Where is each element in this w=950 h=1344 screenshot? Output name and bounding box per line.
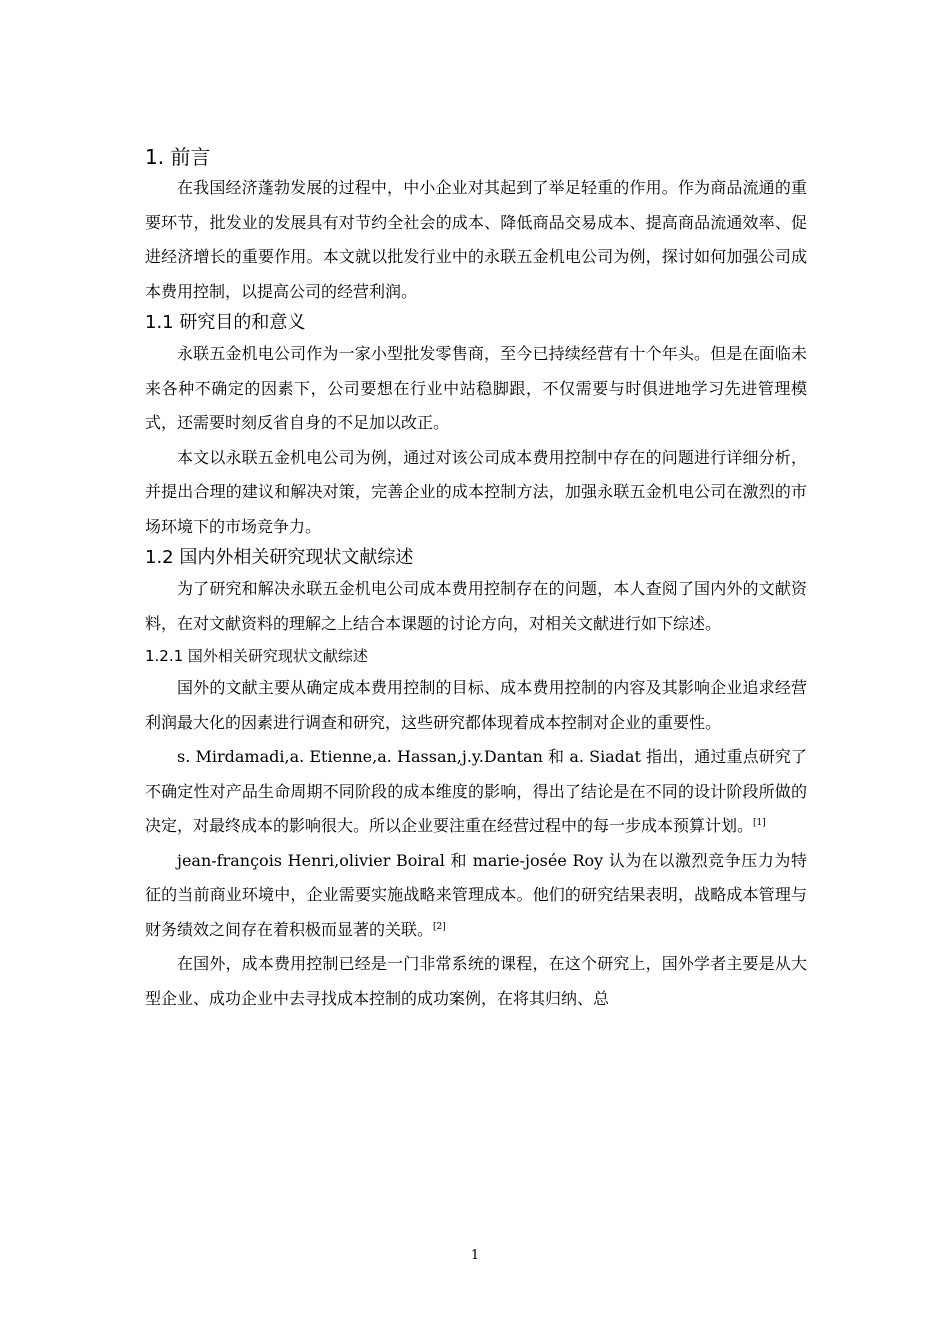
paragraph-foreign-review-d: 在国外，成本费用控制已经是一门非常系统的课程，在这个研究上，国外学者主要是从大型企业、成功企业中去寻找成本控制的成功案例，在将其归纳、总 <box>145 954 807 1008</box>
paragraph-research-purpose-b: 本文以永联五金机电公司为例，通过对该公司成本费用控制中存在的问题进行详细分析，并提出合理的建议和解决对策，完善企业的成本控制方法，加强永联五金机电公司在激烈的市场环境下的市场竞争力。 <box>145 447 807 536</box>
heading-foreign-review: 1.2.1 国外相关研究现状文献综述 <box>145 647 368 665</box>
paragraph-foreign-review-c <box>145 844 807 948</box>
paragraph-foreign-review-a: 国外的文献主要从确定成本费用控制的目标、成本费用控制的内容及其影响企业追求经营利润最大化的因素进行调查和研究，这些研究都体现着成本控制对企业的重要性。 <box>145 678 807 732</box>
document-body <box>145 143 807 1016</box>
heading-preface: 1. 前言 <box>145 145 211 169</box>
paragraph-foreign-review-b <box>145 740 807 844</box>
citation-1: [1] <box>753 818 766 828</box>
heading-literature-review: 1.2 国内外相关研究现状文献综述 <box>145 547 414 568</box>
citation-2: [2] <box>433 921 446 932</box>
page-number: 1 <box>470 1248 480 1263</box>
heading-research-purpose: 1.1 研究目的和意义 <box>145 312 306 333</box>
paragraph-intro: 在我国经济蓬勃发展的过程中，中小企业对其起到了举足轻重的作用。作为商品流通的重要环节，批发业的发展具有对节约全社会的成本、降低商品交易成本、提高商品流通效率、促进经济增长的重要作用。本文就以批发行业中的永联五金机电公司为例，探讨如何加强公司成本费用控制，以提高公司的经营利润。 <box>145 178 807 301</box>
paragraph-literature-review: 为了研究和解决永联五金机电公司成本费用控制存在的问题，本人查阅了国内外的文献资料，在对文献资料的理解之上结合本课题的讨论方向，对相关文献进行如下综述。 <box>145 579 807 633</box>
paragraph-foreign-review-c-text: jean-françois Henri,olivier Boiral 和 marie-josée Roy 认为在以激烈竞争压力为特征的当前商业环境中，企业需要实施战略来管理成本。他们的研究结果表明，战略成本管理与财务绩效之间存在着积极而显著的关联。 <box>145 850 807 939</box>
paragraph-foreign-review-b-text: s. Mirdamadi,a. Etienne,a. Hassan,j.y.Dantan 和 a. Siadat 指出，通过重点研究了不确定性对产品生命周期不同阶段的成本维度的影响，得出了结论是在不同的设计阶段所做的决定，对最终成本的影响很大。所以企业要注重在经营过程中的每一步成本预算计划。 <box>145 747 807 835</box>
paragraph-research-purpose-a: 永联五金机电公司作为一家小型批发零售商，至今已持续经营有十个年头。但是在面临未来各种不确定的因素下，公司要想在行业中站稳脚跟，不仅需要与时俱进地学习先进管理模式，还需要时刻反省自身的不足加以改正。 <box>145 344 807 432</box>
